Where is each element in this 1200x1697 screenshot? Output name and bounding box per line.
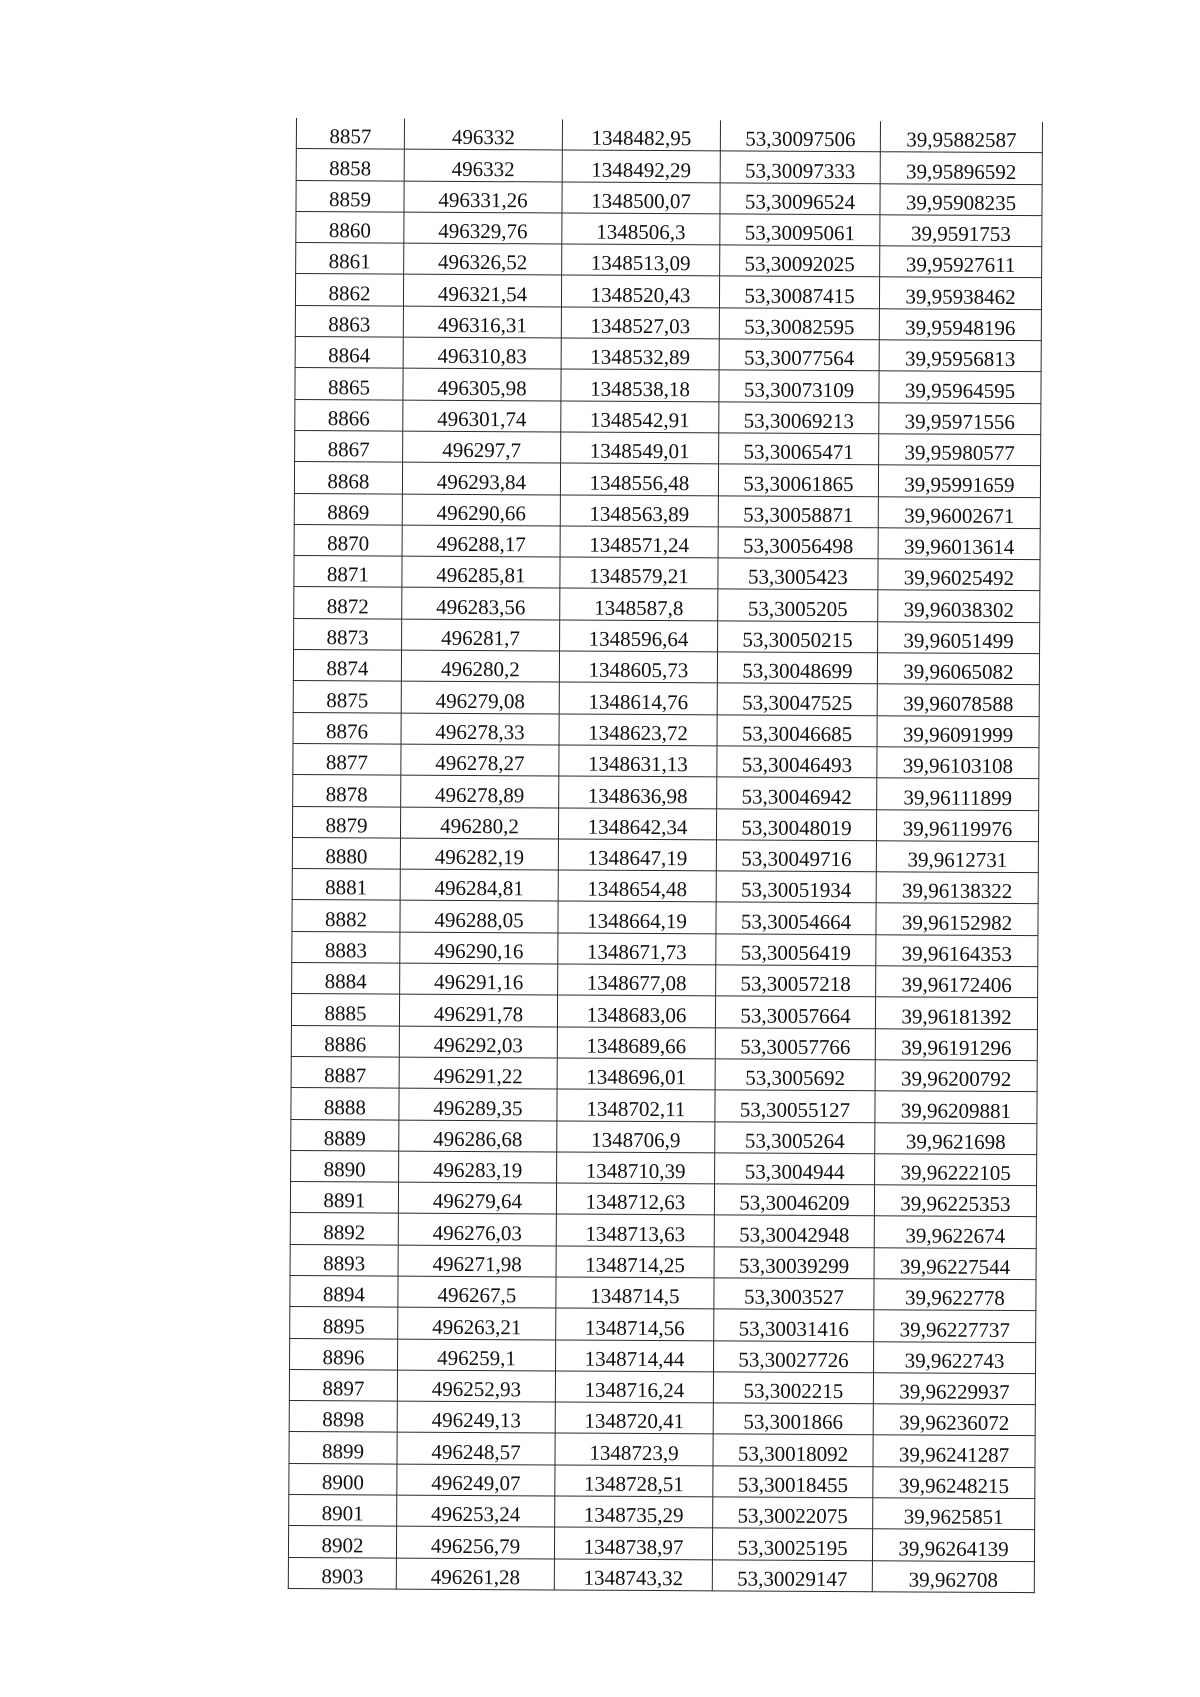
x-coordinate-cell: 496291,78 <box>399 994 557 1026</box>
x-coordinate-cell: 496267,5 <box>398 1276 556 1308</box>
longitude-cell: 39,96103108 <box>877 747 1039 779</box>
latitude-cell: 53,3001866 <box>713 1403 873 1435</box>
x-coordinate-cell: 496329,76 <box>404 212 562 244</box>
y-coordinate-cell: 1348596,64 <box>560 620 718 652</box>
point-number-cell: 8898 <box>289 1401 397 1433</box>
y-coordinate-cell: 1348714,5 <box>556 1277 714 1309</box>
point-number-cell: 8867 <box>295 430 403 462</box>
point-number-cell: 8860 <box>296 211 404 243</box>
y-coordinate-cell: 1348714,25 <box>556 1246 714 1278</box>
longitude-cell: 39,96241287 <box>873 1435 1035 1467</box>
table-row <box>295 399 1041 434</box>
point-number-cell: 8888 <box>291 1088 399 1120</box>
latitude-cell: 53,30046685 <box>717 715 877 747</box>
y-coordinate-cell: 1348563,89 <box>560 495 718 527</box>
point-number-cell: 8900 <box>289 1463 397 1495</box>
y-coordinate-cell: 1348571,24 <box>560 526 718 558</box>
point-number-cell: 8877 <box>293 743 401 775</box>
table-row <box>291 994 1037 1029</box>
point-number-cell: 8863 <box>295 305 403 337</box>
longitude-cell: 39,96209881 <box>875 1091 1037 1123</box>
latitude-cell: 53,30058871 <box>718 495 878 527</box>
point-number-cell: 8865 <box>295 368 403 400</box>
latitude-cell: 53,30073109 <box>719 370 879 402</box>
y-coordinate-cell: 1348696,01 <box>557 1058 715 1090</box>
table-row <box>295 274 1041 309</box>
x-coordinate-cell: 496286,68 <box>399 1120 557 1152</box>
point-number-cell: 8891 <box>290 1182 398 1214</box>
point-number-cell: 8893 <box>290 1244 398 1276</box>
x-coordinate-cell: 496248,57 <box>397 1433 555 1465</box>
point-number-cell: 8885 <box>291 994 399 1026</box>
latitude-cell: 53,30092025 <box>720 245 880 277</box>
x-coordinate-cell: 496289,35 <box>399 1088 557 1120</box>
y-coordinate-cell: 1348636,98 <box>559 776 717 808</box>
longitude-cell: 39,96002671 <box>878 496 1040 528</box>
longitude-cell: 39,95927611 <box>880 246 1042 278</box>
latitude-cell: 53,30046942 <box>717 777 877 809</box>
latitude-cell: 53,30025195 <box>712 1528 872 1560</box>
point-number-cell: 8876 <box>293 712 401 744</box>
latitude-cell: 53,30057664 <box>715 996 875 1028</box>
longitude-cell: 39,9621698 <box>875 1122 1037 1154</box>
latitude-cell: 53,30027726 <box>714 1340 874 1372</box>
point-number-cell: 8902 <box>288 1526 396 1558</box>
table-row <box>289 1432 1035 1467</box>
longitude-cell: 39,95938462 <box>879 277 1041 309</box>
longitude-cell: 39,96222105 <box>875 1154 1037 1186</box>
x-coordinate-cell: 496280,2 <box>400 807 558 839</box>
latitude-cell: 53,3005264 <box>715 1121 875 1153</box>
table-row <box>296 243 1042 278</box>
x-coordinate-cell: 496331,26 <box>404 181 562 213</box>
table-row <box>296 149 1042 184</box>
longitude-cell: 39,95896592 <box>880 152 1042 184</box>
x-coordinate-cell: 496283,56 <box>402 588 560 620</box>
latitude-cell: 53,30029147 <box>712 1560 872 1592</box>
longitude-cell: 39,95948196 <box>879 309 1041 341</box>
table-row <box>291 1056 1037 1091</box>
table-row <box>295 368 1041 403</box>
longitude-cell: 39,96164353 <box>876 934 1038 966</box>
table-row <box>294 587 1040 622</box>
latitude-cell: 53,30051934 <box>716 871 876 903</box>
latitude-cell: 53,30095061 <box>720 214 880 246</box>
table-row <box>288 1557 1034 1592</box>
y-coordinate-cell: 1348728,51 <box>555 1465 713 1497</box>
longitude-cell: 39,9612731 <box>876 841 1038 873</box>
table-row <box>293 775 1039 810</box>
y-coordinate-cell: 1348492,29 <box>562 150 720 182</box>
point-number-cell: 8866 <box>295 399 403 431</box>
y-coordinate-cell: 1348689,66 <box>557 1027 715 1059</box>
latitude-cell: 53,3003527 <box>714 1278 874 1310</box>
x-coordinate-cell: 496284,81 <box>400 869 558 901</box>
longitude-cell: 39,95991659 <box>878 465 1040 497</box>
latitude-cell: 53,3004944 <box>715 1153 875 1185</box>
point-number-cell: 8859 <box>296 180 404 212</box>
point-number-cell: 8903 <box>288 1557 396 1589</box>
latitude-cell: 53,30042948 <box>714 1215 874 1247</box>
x-coordinate-cell: 496276,03 <box>398 1213 556 1245</box>
y-coordinate-cell: 1348710,39 <box>557 1152 715 1184</box>
latitude-cell: 53,30056419 <box>716 934 876 966</box>
table-row <box>290 1338 1036 1373</box>
table-row <box>294 618 1040 653</box>
table-row <box>294 493 1040 528</box>
y-coordinate-cell: 1348549,01 <box>561 432 719 464</box>
x-coordinate-cell: 496332 <box>404 119 562 151</box>
latitude-cell: 53,30097333 <box>720 151 880 183</box>
point-number-cell: 8889 <box>291 1119 399 1151</box>
table-row <box>294 462 1040 497</box>
longitude-cell: 39,96236072 <box>873 1404 1035 1436</box>
x-coordinate-cell: 496332 <box>404 149 562 181</box>
point-number-cell: 8861 <box>296 243 404 275</box>
table-row <box>296 180 1042 215</box>
point-number-cell: 8857 <box>296 118 404 149</box>
table-row <box>294 556 1040 591</box>
x-coordinate-cell: 496293,84 <box>402 462 560 494</box>
longitude-cell: 39,9622743 <box>874 1341 1036 1373</box>
longitude-cell: 39,96227544 <box>874 1247 1036 1279</box>
y-coordinate-cell: 1348743,32 <box>554 1559 712 1591</box>
x-coordinate-cell: 496310,83 <box>403 337 561 369</box>
y-coordinate-cell: 1348713,63 <box>556 1214 714 1246</box>
longitude-cell: 39,96200792 <box>875 1060 1037 1092</box>
x-coordinate-cell: 496291,22 <box>399 1057 557 1089</box>
x-coordinate-cell: 496261,28 <box>396 1558 554 1590</box>
y-coordinate-cell: 1348513,09 <box>562 244 720 276</box>
y-coordinate-cell: 1348520,43 <box>561 275 719 307</box>
latitude-cell: 53,30057218 <box>716 965 876 997</box>
latitude-cell: 53,30065471 <box>719 433 879 465</box>
y-coordinate-cell: 1348587,8 <box>560 588 718 620</box>
x-coordinate-cell: 496316,31 <box>403 306 561 338</box>
table-row <box>293 681 1039 716</box>
longitude-cell: 39,9591753 <box>880 215 1042 247</box>
x-coordinate-cell: 496283,19 <box>399 1151 557 1183</box>
longitude-cell: 39,96078588 <box>877 684 1039 716</box>
table-row <box>292 963 1038 998</box>
x-coordinate-cell: 496259,1 <box>398 1339 556 1371</box>
latitude-cell: 53,30097506 <box>720 120 880 152</box>
table-row <box>291 1025 1037 1060</box>
table-row <box>296 211 1042 246</box>
point-number-cell: 8864 <box>295 337 403 369</box>
x-coordinate-cell: 496278,89 <box>401 775 559 807</box>
y-coordinate-cell: 1348631,13 <box>559 745 717 777</box>
latitude-cell: 53,30049716 <box>716 840 876 872</box>
y-coordinate-cell: 1348683,06 <box>557 995 715 1027</box>
latitude-cell: 53,30039299 <box>714 1247 874 1279</box>
x-coordinate-cell: 496301,74 <box>403 400 561 432</box>
y-coordinate-cell: 1348714,44 <box>556 1340 714 1372</box>
table-row <box>294 524 1040 559</box>
point-number-cell: 8873 <box>294 618 402 650</box>
latitude-cell: 53,30047525 <box>717 683 877 715</box>
point-number-cell: 8869 <box>294 493 402 525</box>
point-number-cell: 8887 <box>291 1056 399 1088</box>
point-number-cell: 8878 <box>293 775 401 807</box>
x-coordinate-cell: 496281,7 <box>402 619 560 651</box>
point-number-cell: 8883 <box>292 931 400 963</box>
point-number-cell: 8868 <box>294 462 402 494</box>
x-coordinate-cell: 496285,81 <box>402 556 560 588</box>
table-row <box>292 931 1038 966</box>
latitude-cell: 53,3005692 <box>715 1059 875 1091</box>
y-coordinate-cell: 1348671,73 <box>558 933 716 965</box>
latitude-cell: 53,30055127 <box>715 1090 875 1122</box>
y-coordinate-cell: 1348532,89 <box>561 338 719 370</box>
table-row <box>295 337 1041 372</box>
latitude-cell: 53,30077564 <box>719 339 879 371</box>
table-row <box>289 1401 1035 1436</box>
table-row <box>290 1244 1036 1279</box>
y-coordinate-cell: 1348654,48 <box>558 870 716 902</box>
point-number-cell: 8895 <box>290 1307 398 1339</box>
table-row <box>293 712 1039 747</box>
latitude-cell: 53,3002215 <box>713 1372 873 1404</box>
y-coordinate-cell: 1348556,48 <box>560 463 718 495</box>
latitude-cell: 53,3005423 <box>718 558 878 590</box>
y-coordinate-cell: 1348702,11 <box>557 1089 715 1121</box>
y-coordinate-cell: 1348642,34 <box>558 808 716 840</box>
point-number-cell: 8870 <box>294 524 402 556</box>
latitude-cell: 53,30061865 <box>718 464 878 496</box>
latitude-cell: 53,30031416 <box>714 1309 874 1341</box>
table-row <box>290 1182 1036 1217</box>
y-coordinate-cell: 1348500,07 <box>562 182 720 214</box>
table-row <box>289 1463 1035 1498</box>
longitude-cell: 39,95980577 <box>879 434 1041 466</box>
table-row <box>292 806 1038 841</box>
y-coordinate-cell: 1348716,24 <box>555 1371 713 1403</box>
table-row <box>291 1119 1037 1154</box>
longitude-cell: 39,9625851 <box>873 1498 1035 1530</box>
y-coordinate-cell: 1348677,08 <box>558 964 716 996</box>
x-coordinate-cell: 496290,66 <box>402 494 560 526</box>
point-number-cell: 8890 <box>291 1150 399 1182</box>
longitude-cell: 39,962708 <box>872 1560 1034 1592</box>
latitude-cell: 53,30048019 <box>716 808 876 840</box>
coordinates-table <box>288 118 1043 1593</box>
longitude-cell: 39,96181392 <box>875 997 1037 1029</box>
point-number-cell: 8862 <box>295 274 403 306</box>
latitude-cell: 53,30082595 <box>719 308 879 340</box>
longitude-cell: 39,96119976 <box>876 809 1038 841</box>
latitude-cell: 53,30046209 <box>714 1184 874 1216</box>
latitude-cell: 53,30022075 <box>713 1497 873 1529</box>
table-row <box>293 650 1039 685</box>
x-coordinate-cell: 496305,98 <box>403 368 561 400</box>
longitude-cell: 39,96172406 <box>876 966 1038 998</box>
point-number-cell: 8886 <box>291 1025 399 1057</box>
y-coordinate-cell: 1348506,3 <box>562 213 720 245</box>
point-number-cell: 8871 <box>294 556 402 588</box>
table-row <box>288 1526 1034 1561</box>
x-coordinate-cell: 496263,21 <box>398 1307 556 1339</box>
latitude-cell: 53,30050215 <box>718 621 878 653</box>
y-coordinate-cell: 1348738,97 <box>554 1527 712 1559</box>
y-coordinate-cell: 1348714,56 <box>556 1308 714 1340</box>
table-row <box>290 1275 1036 1310</box>
y-coordinate-cell: 1348623,72 <box>559 714 717 746</box>
longitude-cell: 39,95882587 <box>880 121 1042 153</box>
x-coordinate-cell: 496249,13 <box>397 1401 555 1433</box>
point-number-cell: 8881 <box>292 869 400 901</box>
y-coordinate-cell: 1348664,19 <box>558 901 716 933</box>
table-row <box>295 305 1041 340</box>
latitude-cell: 53,30054664 <box>716 902 876 934</box>
point-number-cell: 8897 <box>289 1369 397 1401</box>
point-number-cell: 8875 <box>293 681 401 713</box>
table-row <box>290 1213 1036 1248</box>
y-coordinate-cell: 1348712,63 <box>556 1183 714 1215</box>
point-number-cell: 8874 <box>293 650 401 682</box>
latitude-cell: 53,3005205 <box>718 589 878 621</box>
x-coordinate-cell: 496282,19 <box>400 838 558 870</box>
x-coordinate-cell: 496288,17 <box>402 525 560 557</box>
point-number-cell: 8872 <box>294 587 402 619</box>
x-coordinate-cell: 496280,2 <box>401 650 559 682</box>
point-number-cell: 8896 <box>290 1338 398 1370</box>
longitude-cell: 39,96038302 <box>878 590 1040 622</box>
longitude-cell: 39,96051499 <box>878 622 1040 654</box>
longitude-cell: 39,95964595 <box>879 371 1041 403</box>
y-coordinate-cell: 1348482,95 <box>562 119 720 151</box>
point-number-cell: 8901 <box>289 1495 397 1527</box>
table-row <box>289 1495 1035 1530</box>
y-coordinate-cell: 1348614,76 <box>559 682 717 714</box>
longitude-cell: 39,95908235 <box>880 183 1042 215</box>
table-row <box>295 430 1041 465</box>
point-number-cell: 8882 <box>292 900 400 932</box>
latitude-cell: 53,30096524 <box>720 182 880 214</box>
longitude-cell: 39,96111899 <box>877 778 1039 810</box>
latitude-cell: 53,30048699 <box>717 652 877 684</box>
y-coordinate-cell: 1348723,9 <box>555 1433 713 1465</box>
x-coordinate-cell: 496271,98 <box>398 1245 556 1277</box>
x-coordinate-cell: 496252,93 <box>397 1370 555 1402</box>
point-number-cell: 8858 <box>296 149 404 181</box>
point-number-cell: 8894 <box>290 1275 398 1307</box>
table-row <box>296 118 1042 153</box>
latitude-cell: 53,30018455 <box>713 1466 873 1498</box>
latitude-cell: 53,30087415 <box>719 276 879 308</box>
x-coordinate-cell: 496290,16 <box>400 932 558 964</box>
longitude-cell: 39,96229937 <box>873 1373 1035 1405</box>
x-coordinate-cell: 496279,08 <box>401 681 559 713</box>
x-coordinate-cell: 496256,79 <box>396 1526 554 1558</box>
longitude-cell: 39,96138322 <box>876 872 1038 904</box>
longitude-cell: 39,96152982 <box>876 903 1038 935</box>
x-coordinate-cell: 496278,33 <box>401 713 559 745</box>
point-number-cell: 8880 <box>292 837 400 869</box>
point-number-cell: 8899 <box>289 1432 397 1464</box>
longitude-cell: 39,96091999 <box>877 715 1039 747</box>
table-row <box>291 1150 1037 1185</box>
y-coordinate-cell: 1348720,41 <box>555 1402 713 1434</box>
longitude-cell: 39,96065082 <box>877 653 1039 685</box>
point-number-cell: 8892 <box>290 1213 398 1245</box>
longitude-cell: 39,96227737 <box>874 1310 1036 1342</box>
longitude-cell: 39,96248215 <box>873 1467 1035 1499</box>
table-row <box>292 900 1038 935</box>
longitude-cell: 39,96264139 <box>872 1529 1034 1561</box>
y-coordinate-cell: 1348706,9 <box>557 1120 715 1152</box>
longitude-cell: 39,96191296 <box>875 1028 1037 1060</box>
longitude-cell: 39,96025492 <box>878 559 1040 591</box>
y-coordinate-cell: 1348579,21 <box>560 557 718 589</box>
y-coordinate-cell: 1348527,03 <box>561 307 719 339</box>
latitude-cell: 53,30056498 <box>718 527 878 559</box>
x-coordinate-cell: 496253,24 <box>397 1495 555 1527</box>
longitude-cell: 39,95971556 <box>879 402 1041 434</box>
point-number-cell: 8884 <box>292 963 400 995</box>
table-row <box>289 1369 1035 1404</box>
point-number-cell: 8879 <box>292 806 400 838</box>
table-row <box>290 1307 1036 1342</box>
y-coordinate-cell: 1348735,29 <box>555 1496 713 1528</box>
latitude-cell: 53,30018092 <box>713 1434 873 1466</box>
longitude-cell: 39,95956813 <box>879 340 1041 372</box>
x-coordinate-cell: 496292,03 <box>399 1026 557 1058</box>
latitude-cell: 53,30069213 <box>719 402 879 434</box>
x-coordinate-cell: 496279,64 <box>398 1182 556 1214</box>
longitude-cell: 39,9622778 <box>874 1279 1036 1311</box>
x-coordinate-cell: 496291,16 <box>400 963 558 995</box>
y-coordinate-cell: 1348647,19 <box>558 839 716 871</box>
table-row <box>292 837 1038 872</box>
x-coordinate-cell: 496326,52 <box>404 243 562 275</box>
latitude-cell: 53,30046493 <box>717 746 877 778</box>
table-row <box>292 869 1038 904</box>
y-coordinate-cell: 1348542,91 <box>561 401 719 433</box>
longitude-cell: 39,96013614 <box>878 528 1040 560</box>
table-row <box>291 1088 1037 1123</box>
y-coordinate-cell: 1348605,73 <box>559 651 717 683</box>
table-row <box>293 743 1039 778</box>
x-coordinate-cell: 496249,07 <box>397 1464 555 1496</box>
x-coordinate-cell: 496321,54 <box>403 275 561 307</box>
coordinates-table-body <box>288 118 1042 1593</box>
y-coordinate-cell: 1348538,18 <box>561 369 719 401</box>
longitude-cell: 39,9622674 <box>874 1216 1036 1248</box>
x-coordinate-cell: 496297,7 <box>403 431 561 463</box>
longitude-cell: 39,96225353 <box>874 1185 1036 1217</box>
x-coordinate-cell: 496288,05 <box>400 901 558 933</box>
latitude-cell: 53,30057766 <box>715 1027 875 1059</box>
x-coordinate-cell: 496278,27 <box>401 744 559 776</box>
